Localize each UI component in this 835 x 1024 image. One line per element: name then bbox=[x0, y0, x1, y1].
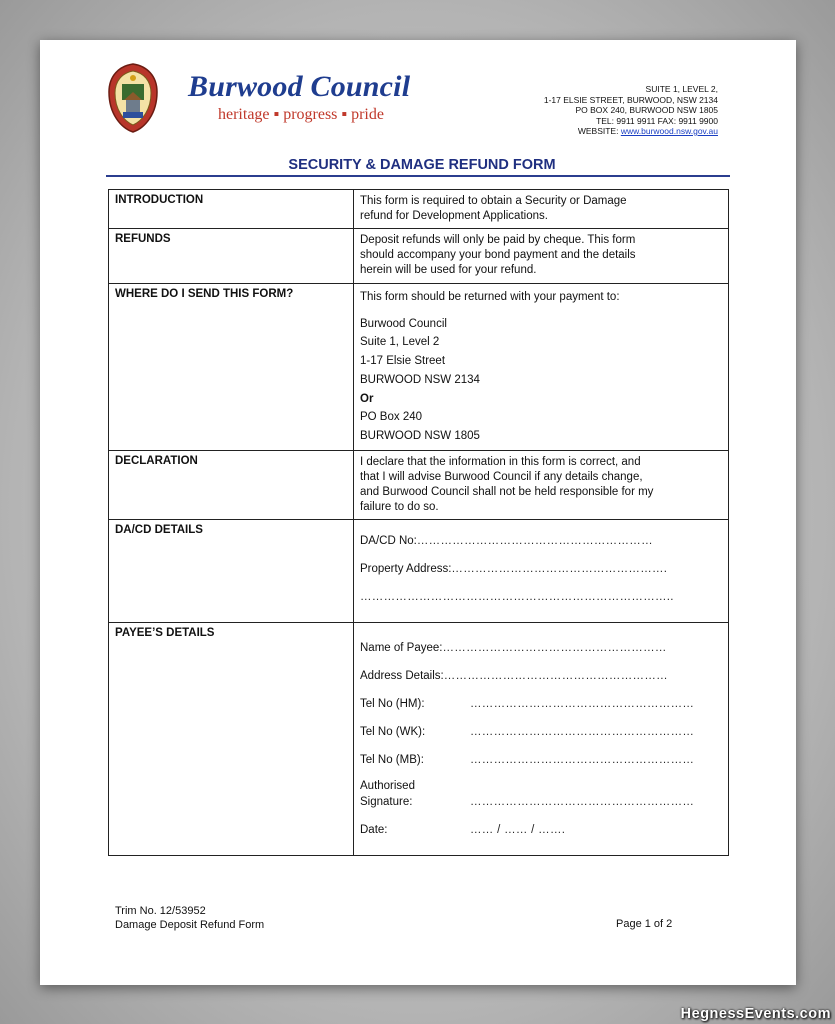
refunds-line: should accompany your bond payment and the details bbox=[360, 249, 636, 261]
tel-mb-field[interactable] bbox=[360, 753, 722, 767]
date-label: Date: bbox=[360, 823, 388, 836]
send-address-line: BURWOOD NSW 2134 bbox=[360, 373, 480, 386]
declaration-line: I declare that the information in this form is correct, and bbox=[360, 455, 641, 468]
payee-details-fields bbox=[354, 622, 729, 855]
tel-mb-label: Tel No (MB): bbox=[360, 753, 424, 766]
form-name: Damage Deposit Refund Form bbox=[115, 919, 265, 931]
declaration-line: and Burwood Council shall not be held responsible for my bbox=[360, 485, 654, 498]
where-to-send-label: WHERE DO I SEND THIS FORM? bbox=[109, 284, 354, 451]
send-address-line: Suite 1, Level 2 bbox=[360, 336, 440, 349]
address-line: 1-17 ELSIE STREET, BURWOOD, NSW 2134 bbox=[543, 94, 718, 105]
council-name: Burwood Council bbox=[188, 70, 411, 103]
introduction-line: refund for Development Applications. bbox=[360, 210, 548, 222]
council-crest-logo bbox=[107, 62, 159, 134]
row-declaration bbox=[109, 450, 729, 519]
row-payee-details bbox=[109, 622, 729, 855]
introduction-line: This form is required to obtain a Security or Damage bbox=[360, 195, 627, 207]
page-number: Page 1 of 2 bbox=[616, 918, 673, 930]
refunds-text bbox=[354, 229, 729, 284]
address-line: SUITE 1, LEVEL 2, bbox=[645, 84, 718, 94]
date-blank[interactable]: …… / …… / ……. bbox=[470, 823, 566, 836]
refunds-line: Deposit refunds will only be paid by cheque. This form bbox=[360, 234, 636, 246]
council-tagline: heritage ▪ progress ▪ pride bbox=[218, 106, 384, 123]
payee-name-blank[interactable]: ………………………………………………… bbox=[442, 641, 667, 654]
form-title: SECURITY & DAMAGE REFUND FORM bbox=[288, 157, 556, 173]
dacd-details-fields bbox=[354, 519, 729, 622]
dacd-details-label: DA/CD DETAILS bbox=[109, 519, 354, 622]
refunds-line: herein will be used for your refund. bbox=[360, 264, 537, 276]
signature-label-line: Signature: bbox=[360, 795, 413, 808]
row-where-to-send bbox=[109, 284, 729, 451]
where-to-send-text bbox=[354, 284, 729, 451]
row-dacd-details bbox=[109, 519, 729, 622]
website-label: WEBSITE: bbox=[577, 126, 621, 136]
date-field[interactable] bbox=[360, 823, 722, 837]
address-line: PO BOX 240, BURWOOD NSW 1805 bbox=[575, 105, 718, 115]
council-address-block bbox=[544, 84, 718, 137]
title-underline bbox=[106, 175, 730, 177]
tel-wk-field[interactable] bbox=[360, 725, 722, 739]
signature-field[interactable] bbox=[360, 779, 722, 809]
payee-details-label: PAYEE’S DETAILS bbox=[109, 622, 354, 855]
declaration-text bbox=[354, 450, 729, 519]
property-address-label: Property Address: bbox=[360, 562, 452, 575]
signature-label-line: Authorised bbox=[360, 779, 415, 792]
signature-label bbox=[360, 779, 470, 809]
document-page bbox=[40, 40, 796, 985]
trim-number: Trim No. 12/53952 bbox=[115, 905, 206, 917]
payee-name-field[interactable] bbox=[360, 641, 722, 655]
tel-wk-blank[interactable]: ………………………………………………… bbox=[470, 725, 695, 738]
tel-hm-field[interactable] bbox=[360, 697, 722, 711]
introduction-label: INTRODUCTION bbox=[109, 190, 354, 229]
tel-wk-label: Tel No (WK): bbox=[360, 725, 426, 738]
send-or: Or bbox=[360, 392, 374, 405]
dacd-number-blank[interactable]: …………………………………………………… bbox=[416, 534, 653, 547]
address-line: TEL: 9911 9911 FAX: 9911 9900 bbox=[596, 115, 718, 126]
payee-name-label: Name of Payee: bbox=[360, 641, 443, 654]
property-address-field[interactable] bbox=[360, 562, 722, 576]
dacd-number-field[interactable] bbox=[360, 534, 722, 548]
refund-form-table bbox=[108, 189, 729, 856]
payee-address-blank[interactable]: ………………………………………………… bbox=[443, 669, 668, 682]
dacd-number-label: DA/CD No: bbox=[360, 534, 417, 547]
row-refunds bbox=[109, 229, 729, 284]
tel-hm-label: Tel No (HM): bbox=[360, 697, 425, 710]
send-address-line: Burwood Council bbox=[360, 317, 447, 330]
payee-address-label: Address Details: bbox=[360, 669, 444, 682]
payee-address-field[interactable] bbox=[360, 669, 722, 683]
property-address-blank[interactable]: ………………………………………………. bbox=[451, 562, 668, 575]
introduction-text bbox=[354, 190, 729, 229]
watermark: HegnessEvents.com bbox=[680, 1006, 831, 1022]
footer-info bbox=[115, 904, 264, 932]
send-po-line: PO Box 240 bbox=[360, 411, 423, 424]
send-address-line: 1-17 Elsie Street bbox=[360, 355, 446, 368]
signature-blank[interactable]: ………………………………………………… bbox=[470, 795, 695, 808]
send-po-line: BURWOOD NSW 1805 bbox=[360, 429, 480, 442]
property-address-extra-blank[interactable]: …………………………………………………………………….. bbox=[360, 590, 674, 603]
declaration-label: DECLARATION bbox=[109, 450, 354, 519]
tel-hm-blank[interactable]: ………………………………………………… bbox=[470, 697, 695, 710]
declaration-line: that I will advise Burwood Council if any details change, bbox=[360, 470, 643, 483]
property-address-extra-field[interactable] bbox=[360, 590, 722, 604]
website-link[interactable]: www.burwood.nsw.gov.au bbox=[620, 126, 718, 136]
refunds-label: REFUNDS bbox=[109, 229, 354, 284]
website-line bbox=[544, 126, 718, 137]
row-introduction bbox=[109, 190, 729, 229]
tel-mb-blank[interactable]: ………………………………………………… bbox=[470, 753, 695, 766]
declaration-line: failure to do so. bbox=[360, 500, 439, 513]
send-intro: This form should be returned with your payment to: bbox=[360, 291, 620, 303]
